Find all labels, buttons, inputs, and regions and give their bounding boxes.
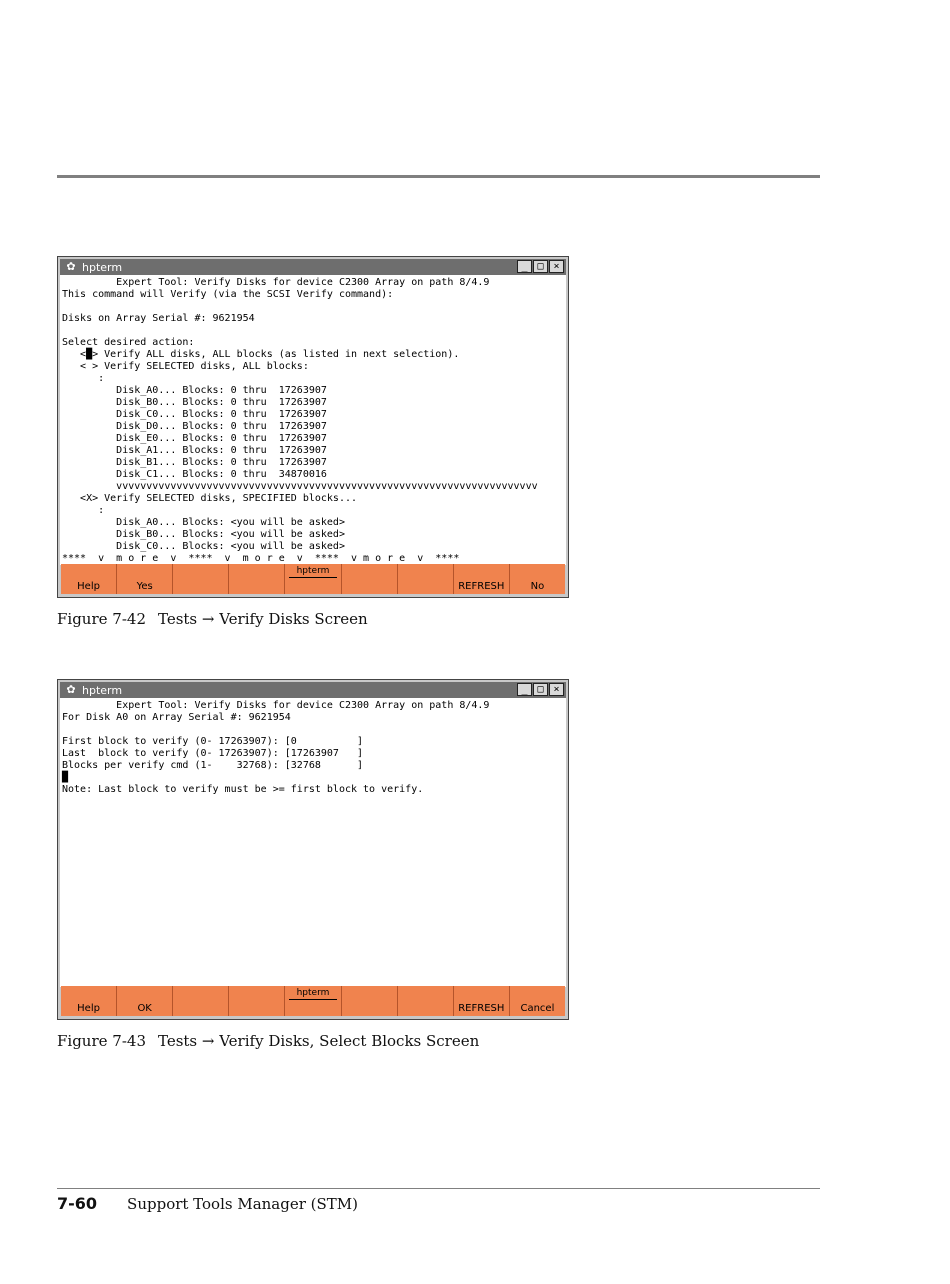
function-key-tag: hpterm xyxy=(289,566,336,578)
terminal-line: vvvvvvvvvvvvvvvvvvvvvvvvvvvvvvvvvvvvvvvvvvvvvvvvvvvvvvvvvvvvvvvvvvvvvv xyxy=(62,481,538,492)
terminal-screen[interactable] xyxy=(60,275,566,565)
terminal-line: Select desired action: xyxy=(62,337,195,348)
terminal-line: First block to verify (0- 17263907): [0 ] xyxy=(62,736,364,747)
terminal-line: : xyxy=(62,505,105,516)
minimize-icon[interactable]: _ xyxy=(517,260,532,273)
close-icon[interactable]: × xyxy=(549,683,564,696)
function-key-8[interactable] xyxy=(454,564,510,594)
terminal-line: Disk_A0... Blocks: 0 thru 17263907 xyxy=(62,385,327,396)
function-key-9[interactable] xyxy=(510,564,565,594)
function-key-bar xyxy=(61,986,565,1016)
figure-title: Tests → Verify Disks Screen xyxy=(157,610,368,628)
function-key-tag: hpterm xyxy=(289,988,336,1000)
close-icon[interactable]: × xyxy=(549,260,564,273)
hpterm-window-select-blocks xyxy=(57,679,569,1020)
function-key-1[interactable] xyxy=(61,564,117,594)
terminal-line: Last block to verify (0- 17263907): [17263907 ] xyxy=(62,748,364,759)
minimize-icon[interactable]: _ xyxy=(517,683,532,696)
function-key-2[interactable] xyxy=(117,564,173,594)
terminal-line: Disk_E0... Blocks: 0 thru 17263907 xyxy=(62,433,327,444)
terminal-line: For Disk A0 on Array Serial #: 9621954 xyxy=(62,712,291,723)
function-key-label: No xyxy=(530,581,545,592)
function-key-1[interactable] xyxy=(61,986,117,1016)
function-key-label: Help xyxy=(77,1003,100,1014)
footer-rule xyxy=(57,1188,820,1189)
function-key-label: OK xyxy=(137,1003,152,1014)
terminal-line: Disk_B0... Blocks: 0 thru 17263907 xyxy=(62,397,327,408)
function-key-label: REFRESH xyxy=(458,581,505,592)
function-key-5[interactable] xyxy=(285,986,341,1016)
function-key-8[interactable] xyxy=(454,986,510,1016)
figure-number: Figure 7-43 xyxy=(57,1032,146,1050)
function-key-label: Cancel xyxy=(520,1003,555,1014)
terminal-line: <█> Verify ALL disks, ALL blocks (as listed in next selection). xyxy=(62,349,460,360)
terminal-line: **** v m o r e v **** v m o r e v **** v m o r e v **** xyxy=(62,553,460,564)
function-key-bar xyxy=(61,564,565,594)
hpterm-app-icon: ✿ xyxy=(66,683,76,696)
terminal-line: Disk_C0... Blocks: 0 thru 17263907 xyxy=(62,409,327,420)
header-rule xyxy=(57,175,820,178)
function-key-3[interactable] xyxy=(173,986,229,1016)
window-titlebar[interactable] xyxy=(60,682,566,698)
terminal-line: Disk_C0... Blocks: <you will be asked> xyxy=(62,541,345,552)
function-key-label: REFRESH xyxy=(458,1003,505,1014)
window-title: hpterm xyxy=(82,260,123,274)
function-key-5[interactable] xyxy=(285,564,341,594)
terminal-line: Disk_C1... Blocks: 0 thru 34870016 xyxy=(62,469,327,480)
figure-number: Figure 7-42 xyxy=(57,610,146,628)
terminal-line: Expert Tool: Verify Disks for device C2300 Array on path 8/4.9 xyxy=(62,277,490,288)
function-key-4[interactable] xyxy=(229,986,285,1016)
terminal-line: < > Verify SELECTED disks, ALL blocks: xyxy=(62,361,309,372)
terminal-line: : xyxy=(62,373,105,384)
window-titlebar[interactable] xyxy=(60,259,566,275)
figure-title: Tests → Verify Disks, Select Blocks Screen xyxy=(157,1032,480,1050)
terminal-line: Disk_B0... Blocks: <you will be asked> xyxy=(62,529,345,540)
terminal-line: Disk_A0... Blocks: <you will be asked> xyxy=(62,517,345,528)
terminal-line xyxy=(62,301,566,313)
page-number: 7-60 xyxy=(57,1194,98,1213)
function-key-label: Help xyxy=(77,581,100,592)
function-key-4[interactable] xyxy=(229,564,285,594)
terminal-line xyxy=(62,325,566,337)
terminal-line: Disks on Array Serial #: 9621954 xyxy=(62,313,255,324)
terminal-line: Blocks per verify cmd (1- 32768): [32768 ] xyxy=(62,760,364,771)
hpterm-app-icon: ✿ xyxy=(66,260,76,273)
function-key-2[interactable] xyxy=(117,986,173,1016)
function-key-label: Yes xyxy=(136,581,153,592)
function-key-6[interactable] xyxy=(342,564,398,594)
terminal-line: Note: Last block to verify must be >= first block to verify. xyxy=(62,784,424,795)
section-title: Support Tools Manager (STM) xyxy=(127,1195,359,1213)
terminal-line: █ xyxy=(62,772,69,783)
figure-caption xyxy=(57,1032,479,1050)
function-key-7[interactable] xyxy=(398,564,454,594)
terminal-line: Expert Tool: Verify Disks for device C2300 Array on path 8/4.9 xyxy=(62,700,490,711)
page-footer xyxy=(57,1194,358,1213)
terminal-line: This command will Verify (via the SCSI Verify command): xyxy=(62,289,394,300)
window-title: hpterm xyxy=(82,683,123,697)
function-key-7[interactable] xyxy=(398,986,454,1016)
function-key-3[interactable] xyxy=(173,564,229,594)
maximize-icon[interactable]: □ xyxy=(533,683,548,696)
terminal-line xyxy=(62,724,566,736)
terminal-line: Disk_B1... Blocks: 0 thru 17263907 xyxy=(62,457,327,468)
terminal-line: Disk_A1... Blocks: 0 thru 17263907 xyxy=(62,445,327,456)
maximize-icon[interactable]: □ xyxy=(533,260,548,273)
figure-caption xyxy=(57,610,368,628)
terminal-screen[interactable] xyxy=(60,698,566,987)
terminal-line: <X> Verify SELECTED disks, SPECIFIED blocks... xyxy=(62,493,358,504)
function-key-6[interactable] xyxy=(342,986,398,1016)
hpterm-window-verify-disks xyxy=(57,256,569,598)
function-key-9[interactable] xyxy=(510,986,565,1016)
terminal-line: Disk_D0... Blocks: 0 thru 17263907 xyxy=(62,421,327,432)
